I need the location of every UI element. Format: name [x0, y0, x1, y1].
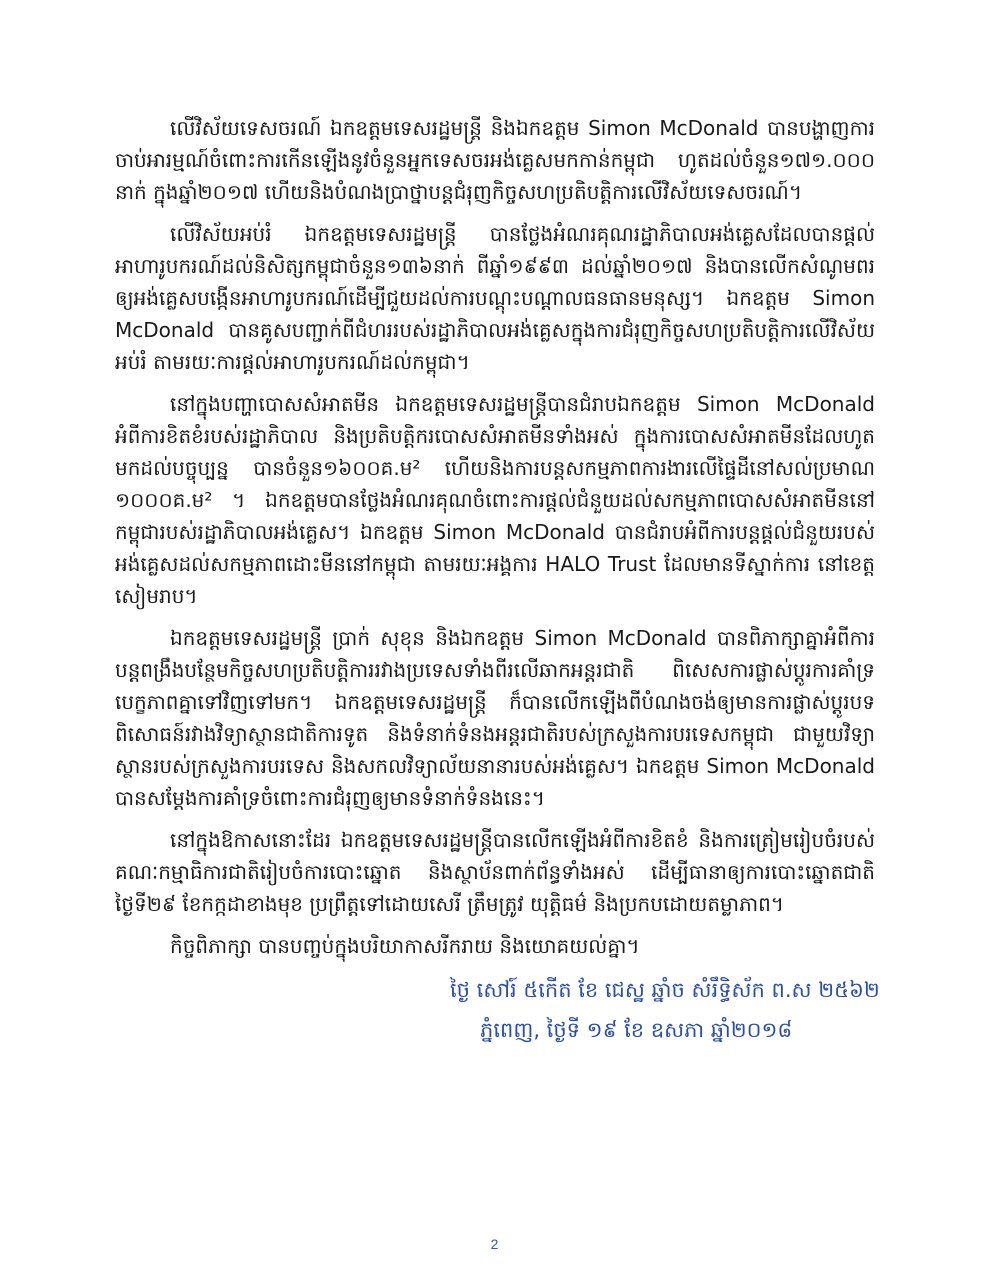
- place-date: ភ្នំពេញ, ថ្ងៃទី ១៩ ខែ ឧសភា ឆ្នាំ២០១៨: [480, 1018, 793, 1042]
- paragraph-elections: នៅក្នុងឱកាសនោះដែរ ឯកឧត្តមទេសរដ្ឋមន្ត្រីបានលើកឡើងអំពីការខិតខំ និងការត្រៀមរៀបចំរបស់គណៈកម្មាធិការជាតិរៀបចំការបោះឆ្នោត និងស្ថាប័នពាក់ព័ន្ធទាំងអស់ ដើម្បីធានាឲ្យការបោះឆ្នោតជាតិ ថ្ងៃទី២៩ ខែកក្កដាខាងមុខ ប្រព្រឹត្តទៅដោយសេរី ត្រឹមត្រូវ យុត្តិធម៌ និងប្រកបដោយតម្លាភាព។: [115, 828, 875, 916]
- paragraph-international-cooperation: ឯកឧត្តមទេសរដ្ឋមន្ត្រី ប្រាក់ សុខុន និងឯកឧត្តម Simon McDonald បានពិភាក្សាគ្នាអំពីការបន្តពង្រឹងបន្ថែមកិច្ចសហប្រតិបត្តិការរវាងប្រទេសទាំងពីរលើឆាកអន្តរជាតិ ពិសេសការផ្លាស់ប្តូរការគាំទ្របេក្ខភាពគ្នាទៅវិញទៅមក។ ឯកឧត្តមទេសរដ្ឋមន្ត្រី ក៏បានលើកឡើងពីបំណងចង់ឲ្យមានការផ្លាស់ប្តូរបទពិសោធន៍រវាងវិទ្យាស្ថានជាតិការទូត និងទំនាក់ទំនងអន្តរជាតិរបស់ក្រសួងការបរទេសកម្ពុជា ជាមួយវិទ្យាស្ថានរបស់ក្រសួងការបរទេស និងសកលវិទ្យាល័យនានារបស់អង់គ្លេស។ ឯកឧត្តម Simon McDonald បានសម្តែងការគាំទ្រចំពោះការជំរុញឲ្យមានទំនាក់ទំនងនេះ។: [115, 626, 875, 810]
- paragraph-demining: នៅក្នុងបញ្ហាបោសសំអាតមីន ឯកឧត្តមទេសរដ្ឋមន្ត្រីបានជំរាបឯកឧត្តម Simon McDonald អំពីការខិតខំរបស់រដ្ឋាភិបាល និងប្រតិបត្តិករបោសសំអាតមីនទាំងអស់ ក្នុងការបោសសំអាតមីនដែលហូតមកដល់បច្ចុប្បន្ន បានចំនួន១៦០០គ.ម² ហើយនិងការបន្តសកម្មភាពការងារលើផ្ទៃដីនៅសល់ប្រមាណ ១០០០គ.ម² ។ ឯកឧត្តមបានថ្លែងអំណរគុណចំពោះការផ្តល់ជំនួយដល់សកម្មភាពបោសសំអាតមីននៅកម្ពុជារបស់រដ្ឋាភិបាលអង់គ្លេស។ ឯកឧត្តម Simon McDonald បានជំរាបអំពីការបន្តផ្តល់ជំនួយរបស់អង់គ្លេសដល់សកម្មភាពដោះមីននៅកម្ពុជា តាមរយៈអង្គការ HALO Trust ដែលមានទីស្នាក់ការ នៅខេត្តសៀមរាប។: [115, 392, 875, 608]
- page-number: 2: [490, 1236, 499, 1252]
- paragraph-tourism: លើវិស័យទេសចរណ៍ ឯកឧត្តមទេសរដ្ឋមន្ត្រី និងឯកឧត្តម Simon McDonald បានបង្ហាញការចាប់អារម្មណ៍ចំពោះការកើនឡើងនូវចំនួនអ្នកទេសចរអង់គ្លេសមកកាន់កម្ពុជា ហូតដល់ចំនួន១៧១.០០០ នាក់ ក្នុងឆ្នាំ២០១៧ ហើយនិងបំណងប្រាថ្នាបន្តជំរុញកិច្ចសហប្រតិបត្តិការលើវិស័យទេសចរណ៍។: [115, 116, 875, 204]
- paragraph-education: លើវិស័យអប់រំ ឯកឧត្តមទេសរដ្ឋមន្ត្រី បានថ្លែងអំណរគុណរដ្ឋាភិបាលអង់គ្លេសដែលបានផ្តល់អាហារូបករណ៍ដល់និសិត្សកម្ពុជាចំនួន១៣៦នាក់ ពីឆ្នាំ១៩៩៣ ដល់ឆ្នាំ២០១៧ និងបានលើកសំណូមពរឲ្យអង់គ្លេសបង្កើនអាហារូបករណ៍ដើម្បីជួយដល់ការបណ្តុះបណ្តាលធនធានមនុស្ស។ ឯកឧត្តម Simon McDonald បានគូសបញ្ជាក់ពីជំហររបស់រដ្ឋាភិបាលអង់គ្លេសក្នុងការជំរុញកិច្ចសហប្រតិបត្តិការលើវិស័យអប់រំ តាមរយៈការផ្តល់អាហារូបករណ៍ដល់កម្ពុជា។: [115, 222, 875, 374]
- document-body: [115, 112, 875, 972]
- paragraph-conclusion: កិច្ចពិភាក្សា បានបញ្ចប់ក្នុងបរិយាកាសរីករាយ និងយោគយល់គ្នា។: [170, 934, 640, 958]
- date-signature-block: [380, 970, 900, 1050]
- lunar-date: ថ្ងៃ សៅរ៍ ៥កើត ខែ ជេស្ឋ ឆ្នាំច សំរឹទ្ធិស័ក ព.ស ២៥៦២: [450, 978, 880, 1002]
